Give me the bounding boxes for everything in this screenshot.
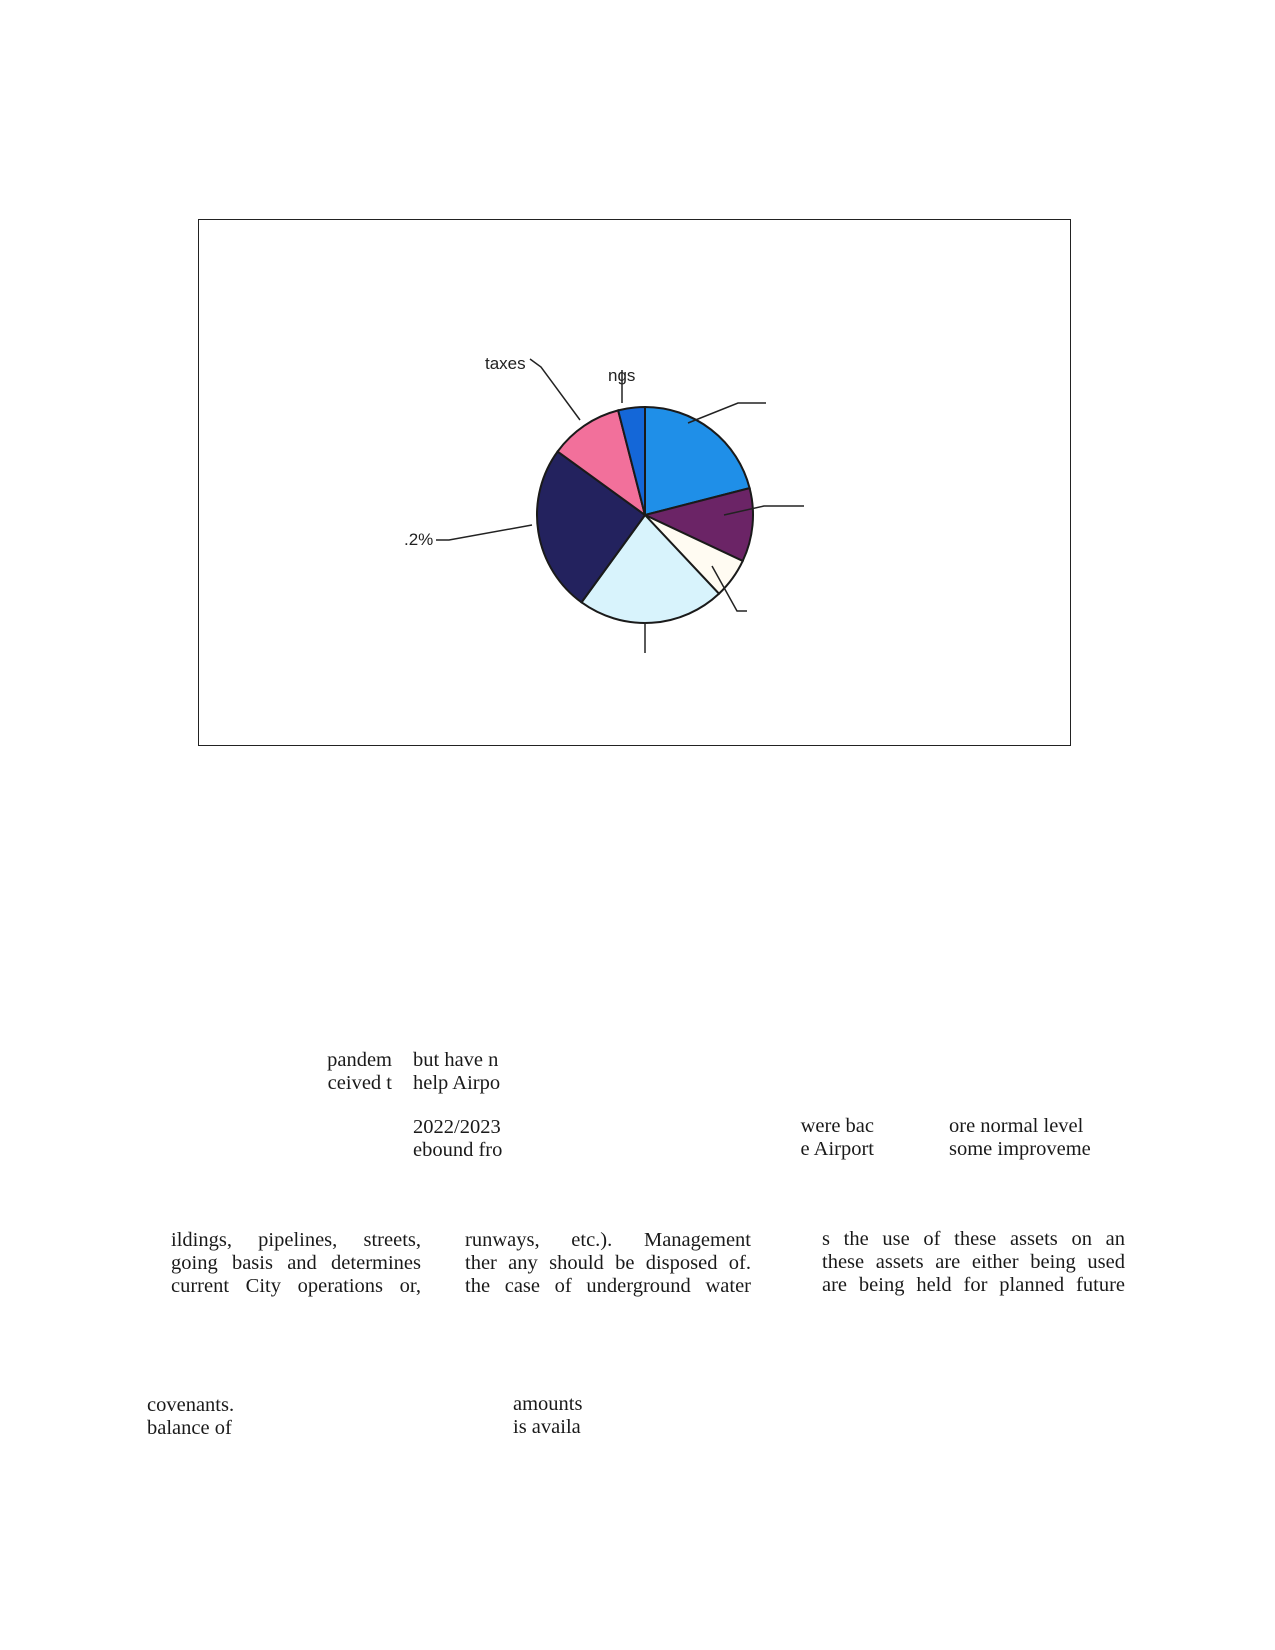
paragraph-2-a (413, 1116, 502, 1162)
label-taxes: taxes (485, 354, 526, 373)
text-line: were bac (800, 1115, 874, 1137)
text-line: balance of (147, 1417, 232, 1439)
text-line: is availa (513, 1416, 581, 1438)
text-line: pandem (327, 1049, 392, 1071)
paragraph-4-a (147, 1394, 234, 1440)
paragraph-3-a (171, 1229, 421, 1298)
text-line: but have n (413, 1049, 499, 1071)
paragraph-4-b (513, 1393, 582, 1439)
label-ngs: ngs (608, 366, 636, 385)
pie-chart (199, 220, 1072, 747)
leader-line-taxes (530, 359, 580, 420)
text-line: ore normal level (949, 1115, 1084, 1137)
paragraph-3-b (465, 1229, 751, 1298)
paragraph-1-left (300, 1049, 392, 1095)
text-line: current City operations or, (171, 1275, 421, 1297)
paragraph-2-b (770, 1115, 874, 1161)
text-line: 2022/2023 (413, 1116, 501, 1138)
text-line: the case of underground water (465, 1275, 751, 1297)
chart-frame (198, 219, 1071, 746)
text-line: are being held for planned future (822, 1274, 1125, 1296)
leader-line-left (436, 525, 532, 540)
text-line: e Airport (800, 1138, 874, 1160)
text-line: ebound fro (413, 1139, 503, 1161)
text-line: amounts (513, 1393, 583, 1415)
paragraph-1-right (413, 1049, 500, 1095)
text-line: some improveme (949, 1138, 1091, 1160)
text-line: runways, etc.). Management (465, 1229, 751, 1251)
text-line: s the use of these assets on an (822, 1228, 1125, 1250)
leader-line-right-top (688, 403, 766, 423)
text-line: ceived t (327, 1072, 392, 1094)
text-line: ildings, pipelines, streets, (171, 1229, 421, 1251)
paragraph-2-c (949, 1115, 1091, 1161)
text-line: these assets are either being used (822, 1251, 1125, 1273)
text-line: help Airpo (413, 1072, 501, 1094)
paragraph-3-c (822, 1228, 1125, 1297)
text-line: ther any should be disposed of. (465, 1252, 751, 1274)
text-line: going basis and determines (171, 1252, 421, 1274)
text-line: covenants. (147, 1394, 235, 1416)
label-percent: .2% (404, 530, 434, 549)
